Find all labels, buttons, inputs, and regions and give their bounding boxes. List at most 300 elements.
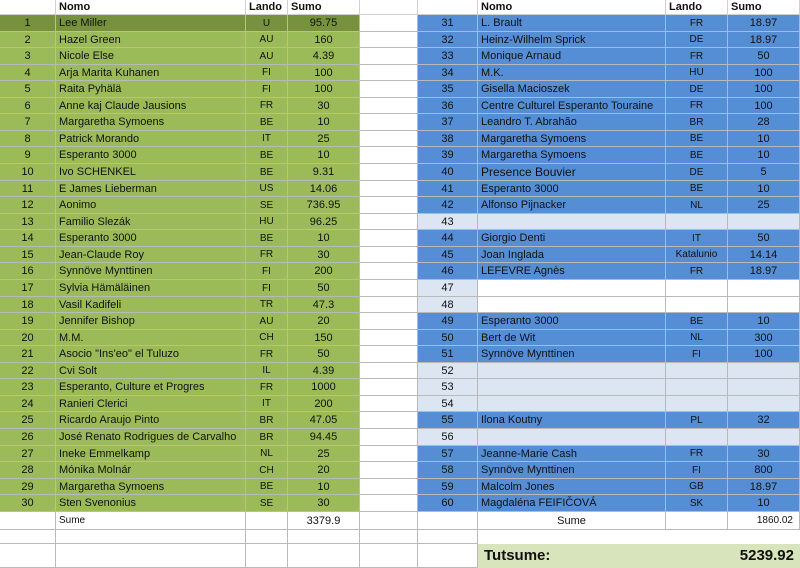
donor-country[interactable]: AU xyxy=(246,48,288,65)
spacer-cell[interactable] xyxy=(360,412,418,429)
row-number[interactable]: 35 xyxy=(418,81,478,98)
row-number[interactable]: 56 xyxy=(418,429,478,446)
donor-amount[interactable]: 32 xyxy=(728,412,800,429)
row-number[interactable]: 5 xyxy=(0,81,56,98)
row-number[interactable]: 3 xyxy=(0,48,56,65)
donor-name[interactable]: Patrick Morando xyxy=(56,131,246,147)
donor-amount[interactable]: 47.3 xyxy=(288,297,360,313)
donor-name[interactable]: Malcolm Jones xyxy=(478,479,666,495)
donor-name[interactable]: Heinz-Wilhelm Sprick xyxy=(478,32,666,48)
left-sum-value[interactable]: 3379.9 xyxy=(288,512,360,530)
row-number[interactable]: 38 xyxy=(418,131,478,147)
row-number[interactable]: 36 xyxy=(418,98,478,114)
donor-amount[interactable] xyxy=(728,396,800,412)
donor-name[interactable]: Ivo SCHENKEL xyxy=(56,164,246,181)
empty-row-cell[interactable] xyxy=(0,530,56,544)
grand-total-value[interactable]: 5239.92 xyxy=(728,544,800,568)
donor-name[interactable]: E James Lieberman xyxy=(56,181,246,197)
row-number[interactable]: 1 xyxy=(0,15,56,32)
right-header-name[interactable]: Nomo xyxy=(478,0,666,15)
donor-country[interactable]: FI xyxy=(666,462,728,479)
donor-country[interactable]: FI xyxy=(246,65,288,81)
donor-name[interactable]: Arja Marita Kuhanen xyxy=(56,65,246,81)
donor-amount[interactable]: 160 xyxy=(288,32,360,48)
row-number[interactable]: 48 xyxy=(418,297,478,313)
row-number[interactable]: 50 xyxy=(418,330,478,346)
donor-amount[interactable]: 25 xyxy=(288,131,360,147)
left-sum-blank[interactable] xyxy=(0,512,56,530)
donor-name[interactable]: Esperanto 3000 xyxy=(478,313,666,330)
row-number[interactable]: 12 xyxy=(0,197,56,214)
spacer-cell[interactable] xyxy=(360,32,418,48)
donor-name[interactable]: Hazel Green xyxy=(56,32,246,48)
row-number[interactable]: 11 xyxy=(0,181,56,197)
donor-name[interactable]: Esperanto 3000 xyxy=(56,147,246,164)
donor-name[interactable]: Anne kaj Claude Jausions xyxy=(56,98,246,114)
donor-name[interactable] xyxy=(478,396,666,412)
right-sum-value[interactable]: 1860.02 xyxy=(728,512,800,530)
donor-amount[interactable]: 47.05 xyxy=(288,412,360,429)
donor-amount[interactable]: 1000 xyxy=(288,379,360,396)
donor-name[interactable]: Lee Miller xyxy=(56,15,246,32)
empty-row-cell[interactable] xyxy=(288,544,360,568)
empty-row-cell[interactable] xyxy=(56,530,246,544)
donor-name[interactable]: Cvi Solt xyxy=(56,363,246,379)
donor-name[interactable]: Joan Inglada xyxy=(478,247,666,263)
row-number[interactable]: 59 xyxy=(418,479,478,495)
donor-name[interactable]: Mónika Molnár xyxy=(56,462,246,479)
donor-country[interactable] xyxy=(666,379,728,396)
donor-amount[interactable] xyxy=(728,280,800,297)
donor-country[interactable]: BR xyxy=(246,412,288,429)
donor-country[interactable]: BE xyxy=(246,230,288,247)
donor-country[interactable]: SE xyxy=(246,495,288,512)
donor-country[interactable]: AU xyxy=(246,32,288,48)
donor-amount[interactable]: 50 xyxy=(288,346,360,363)
donor-country[interactable] xyxy=(666,297,728,313)
donor-country[interactable]: U xyxy=(246,15,288,32)
spacer-sum[interactable] xyxy=(360,512,418,530)
donor-country[interactable] xyxy=(666,429,728,446)
donor-amount[interactable]: 25 xyxy=(288,446,360,462)
row-number[interactable]: 29 xyxy=(0,479,56,495)
donor-name[interactable]: Familio Slezák xyxy=(56,214,246,230)
row-number[interactable]: 34 xyxy=(418,65,478,81)
spacer-cell[interactable] xyxy=(360,495,418,512)
donor-amount[interactable]: 18.97 xyxy=(728,32,800,48)
donor-amount[interactable]: 10 xyxy=(728,131,800,147)
row-number[interactable]: 33 xyxy=(418,48,478,65)
left-header-name[interactable]: Nomo xyxy=(56,0,246,15)
donor-country[interactable] xyxy=(666,363,728,379)
spacer-cell[interactable] xyxy=(360,330,418,346)
spacer-cell[interactable] xyxy=(360,363,418,379)
donor-amount[interactable]: 200 xyxy=(288,396,360,412)
donor-name[interactable]: Margaretha Symoens xyxy=(56,479,246,495)
row-number[interactable]: 10 xyxy=(0,164,56,181)
donor-country[interactable]: DE xyxy=(666,81,728,98)
donor-name[interactable]: Raita Pyhälä xyxy=(56,81,246,98)
donor-country[interactable]: BE xyxy=(246,164,288,181)
spacer-cell[interactable] xyxy=(360,164,418,181)
donor-name[interactable]: LEFEVRE Agnès xyxy=(478,263,666,280)
donor-country[interactable] xyxy=(666,280,728,297)
empty-row-cell[interactable] xyxy=(360,544,418,568)
row-number[interactable]: 39 xyxy=(418,147,478,164)
donor-amount[interactable]: 30 xyxy=(728,446,800,462)
row-number[interactable]: 37 xyxy=(418,114,478,131)
donor-country[interactable]: FI xyxy=(246,280,288,297)
donor-name[interactable] xyxy=(478,379,666,396)
donor-amount[interactable]: 4.39 xyxy=(288,48,360,65)
empty-row-cell[interactable] xyxy=(360,530,418,544)
donor-amount[interactable]: 30 xyxy=(288,247,360,263)
donor-amount[interactable] xyxy=(728,297,800,313)
donor-name[interactable]: Jennifer Bishop xyxy=(56,313,246,330)
donor-amount[interactable]: 100 xyxy=(728,81,800,98)
row-number[interactable]: 6 xyxy=(0,98,56,114)
row-number[interactable]: 32 xyxy=(418,32,478,48)
donor-amount[interactable]: 50 xyxy=(288,280,360,297)
row-number[interactable]: 20 xyxy=(0,330,56,346)
donor-country[interactable]: BE xyxy=(666,131,728,147)
donor-name[interactable]: Gisella Macioszek xyxy=(478,81,666,98)
left-sum-label[interactable]: Sume xyxy=(56,512,246,530)
donor-amount[interactable]: 200 xyxy=(288,263,360,280)
row-number[interactable]: 58 xyxy=(418,462,478,479)
donor-country[interactable]: IL xyxy=(246,363,288,379)
donor-amount[interactable]: 10 xyxy=(728,495,800,512)
row-number[interactable]: 41 xyxy=(418,181,478,197)
donor-country[interactable]: PL xyxy=(666,412,728,429)
donor-amount[interactable]: 18.97 xyxy=(728,15,800,32)
left-header-blank[interactable] xyxy=(0,0,56,15)
donor-name[interactable]: Bert de Wit xyxy=(478,330,666,346)
row-number[interactable]: 15 xyxy=(0,247,56,263)
donor-amount[interactable]: 30 xyxy=(288,495,360,512)
donor-country[interactable]: FR xyxy=(666,15,728,32)
donor-name[interactable]: L. Brault xyxy=(478,15,666,32)
donor-name[interactable]: M.K. xyxy=(478,65,666,81)
spacer-cell[interactable] xyxy=(360,462,418,479)
spacer-cell[interactable] xyxy=(360,48,418,65)
donor-amount[interactable]: 28 xyxy=(728,114,800,131)
donor-country[interactable]: BE xyxy=(246,479,288,495)
donor-amount[interactable]: 50 xyxy=(728,230,800,247)
row-number[interactable]: 27 xyxy=(0,446,56,462)
spacer-cell[interactable] xyxy=(360,15,418,32)
donor-name[interactable]: Jeanne-Marie Cash xyxy=(478,446,666,462)
left-header-country[interactable]: Lando xyxy=(246,0,288,15)
spacer-cell[interactable] xyxy=(360,247,418,263)
row-number[interactable]: 25 xyxy=(0,412,56,429)
donor-country[interactable]: FR xyxy=(666,446,728,462)
spacer-cell[interactable] xyxy=(360,297,418,313)
donor-country[interactable]: BE xyxy=(666,147,728,164)
donor-amount[interactable]: 800 xyxy=(728,462,800,479)
row-number[interactable]: 51 xyxy=(418,346,478,363)
donor-country[interactable]: FI xyxy=(666,346,728,363)
donor-country[interactable]: FR xyxy=(246,346,288,363)
donor-amount[interactable]: 20 xyxy=(288,313,360,330)
donor-country[interactable]: IT xyxy=(666,230,728,247)
right-header-blank[interactable] xyxy=(418,0,478,15)
donor-amount[interactable]: 20 xyxy=(288,462,360,479)
row-number[interactable]: 31 xyxy=(418,15,478,32)
donor-name[interactable]: Sten Svenonius xyxy=(56,495,246,512)
donor-amount[interactable]: 9.31 xyxy=(288,164,360,181)
donor-name[interactable]: Jean-Claude Roy xyxy=(56,247,246,263)
row-number[interactable]: 44 xyxy=(418,230,478,247)
row-number[interactable]: 53 xyxy=(418,379,478,396)
row-number[interactable]: 9 xyxy=(0,147,56,164)
donor-amount[interactable]: 10 xyxy=(288,479,360,495)
donor-amount[interactable]: 96.25 xyxy=(288,214,360,230)
donor-name[interactable]: Monique Arnaud xyxy=(478,48,666,65)
right-sum-label[interactable]: Sume xyxy=(478,512,666,530)
donor-amount[interactable]: 100 xyxy=(728,65,800,81)
donor-name[interactable]: Magdaléna FEIFIČOVÁ xyxy=(478,495,666,512)
donor-amount[interactable] xyxy=(728,379,800,396)
donor-amount[interactable]: 25 xyxy=(728,197,800,214)
donor-name[interactable]: Synnöve Mynttinen xyxy=(56,263,246,280)
left-sum-country-blank[interactable] xyxy=(246,512,288,530)
spacer-cell[interactable] xyxy=(360,446,418,462)
donor-country[interactable]: Katalunio xyxy=(666,247,728,263)
donor-amount[interactable] xyxy=(728,363,800,379)
donor-amount[interactable]: 10 xyxy=(288,230,360,247)
row-number[interactable]: 57 xyxy=(418,446,478,462)
donor-country[interactable]: DE xyxy=(666,32,728,48)
donor-amount[interactable] xyxy=(728,429,800,446)
row-number[interactable]: 13 xyxy=(0,214,56,230)
row-number[interactable]: 55 xyxy=(418,412,478,429)
row-number[interactable]: 23 xyxy=(0,379,56,396)
row-number[interactable]: 46 xyxy=(418,263,478,280)
spacer-cell[interactable] xyxy=(360,313,418,330)
row-number[interactable]: 42 xyxy=(418,197,478,214)
donor-amount[interactable]: 18.97 xyxy=(728,479,800,495)
spacer-cell[interactable] xyxy=(360,429,418,446)
donor-country[interactable]: FR xyxy=(666,48,728,65)
row-number[interactable]: 7 xyxy=(0,114,56,131)
empty-row-cell[interactable] xyxy=(56,544,246,568)
row-number[interactable]: 4 xyxy=(0,65,56,81)
row-number[interactable]: 40 xyxy=(418,164,478,181)
donor-amount[interactable]: 30 xyxy=(288,98,360,114)
spacer-header[interactable] xyxy=(360,0,418,15)
row-number[interactable]: 52 xyxy=(418,363,478,379)
right-header-amount[interactable]: Sumo xyxy=(728,0,800,15)
donor-amount[interactable]: 14.14 xyxy=(728,247,800,263)
spacer-cell[interactable] xyxy=(360,131,418,147)
donor-name[interactable]: Esperanto, Culture et Progres xyxy=(56,379,246,396)
donor-country[interactable]: AU xyxy=(246,313,288,330)
donor-name[interactable]: Asocio "Ins'eo" el Tuluzo xyxy=(56,346,246,363)
donor-country[interactable]: BR xyxy=(666,114,728,131)
donor-country[interactable]: US xyxy=(246,181,288,197)
donor-country[interactable]: BE xyxy=(246,147,288,164)
donor-amount[interactable]: 95.75 xyxy=(288,15,360,32)
spacer-cell[interactable] xyxy=(360,197,418,214)
donor-amount[interactable]: 736.95 xyxy=(288,197,360,214)
spacer-cell[interactable] xyxy=(360,230,418,247)
donor-amount[interactable]: 100 xyxy=(728,98,800,114)
donor-country[interactable]: BE xyxy=(246,114,288,131)
donor-country[interactable]: FR xyxy=(666,263,728,280)
donor-amount[interactable]: 5 xyxy=(728,164,800,181)
donor-name[interactable]: Presence Bouvier xyxy=(478,164,666,181)
donor-amount[interactable]: 14.06 xyxy=(288,181,360,197)
donor-name[interactable] xyxy=(478,280,666,297)
donor-name[interactable]: Synnöve Mynttinen xyxy=(478,346,666,363)
row-number[interactable]: 19 xyxy=(0,313,56,330)
donor-country[interactable]: IT xyxy=(246,131,288,147)
donor-country[interactable]: IT xyxy=(246,396,288,412)
donor-country[interactable]: FR xyxy=(666,98,728,114)
donor-country[interactable]: SE xyxy=(246,197,288,214)
row-number[interactable]: 49 xyxy=(418,313,478,330)
donor-name[interactable]: Ricardo Araujo Pinto xyxy=(56,412,246,429)
row-number[interactable]: 18 xyxy=(0,297,56,313)
donor-amount[interactable]: 10 xyxy=(728,313,800,330)
donor-country[interactable]: FR xyxy=(246,247,288,263)
spacer-cell[interactable] xyxy=(360,280,418,297)
donor-amount[interactable]: 150 xyxy=(288,330,360,346)
spacer-cell[interactable] xyxy=(360,181,418,197)
donor-country[interactable]: TR xyxy=(246,297,288,313)
donor-country[interactable]: NL xyxy=(666,330,728,346)
row-number[interactable]: 30 xyxy=(0,495,56,512)
donor-amount[interactable]: 10 xyxy=(728,147,800,164)
empty-row-cell[interactable] xyxy=(0,544,56,568)
row-number[interactable]: 8 xyxy=(0,131,56,147)
donor-amount[interactable]: 100 xyxy=(728,346,800,363)
donor-amount[interactable]: 4.39 xyxy=(288,363,360,379)
donor-country[interactable]: CH xyxy=(246,330,288,346)
row-number[interactable]: 60 xyxy=(418,495,478,512)
donor-name[interactable]: Ineke Emmelkamp xyxy=(56,446,246,462)
spacer-cell[interactable] xyxy=(360,65,418,81)
spacer-cell[interactable] xyxy=(360,81,418,98)
donor-country[interactable]: DE xyxy=(666,164,728,181)
row-number[interactable]: 43 xyxy=(418,214,478,230)
donor-name[interactable]: Aonimo xyxy=(56,197,246,214)
donor-country[interactable]: GB xyxy=(666,479,728,495)
spacer-cell[interactable] xyxy=(360,114,418,131)
donor-country[interactable]: FR xyxy=(246,379,288,396)
spacer-cell[interactable] xyxy=(360,379,418,396)
donor-name[interactable]: M.M. xyxy=(56,330,246,346)
donor-name[interactable]: Synnöve Mynttinen xyxy=(478,462,666,479)
row-number[interactable]: 16 xyxy=(0,263,56,280)
row-number[interactable]: 26 xyxy=(0,429,56,446)
donor-name[interactable]: Margaretha Symoens xyxy=(478,147,666,164)
row-number[interactable]: 24 xyxy=(0,396,56,412)
spacer-cell[interactable] xyxy=(360,263,418,280)
row-number[interactable]: 2 xyxy=(0,32,56,48)
donor-amount[interactable]: 50 xyxy=(728,48,800,65)
right-sum-country-blank[interactable] xyxy=(666,512,728,530)
donor-country[interactable]: BR xyxy=(246,429,288,446)
donor-name[interactable]: Ilona Koutny xyxy=(478,412,666,429)
donor-name[interactable]: Sylvia Hämäläinen xyxy=(56,280,246,297)
donor-country[interactable] xyxy=(666,214,728,230)
left-header-amount[interactable]: Sumo xyxy=(288,0,360,15)
donor-name[interactable]: Esperanto 3000 xyxy=(478,181,666,197)
donor-country[interactable]: BE xyxy=(666,181,728,197)
donor-name[interactable]: Nicole Else xyxy=(56,48,246,65)
donor-country[interactable]: NL xyxy=(246,446,288,462)
empty-row-cell[interactable] xyxy=(288,530,360,544)
empty-row-cell[interactable] xyxy=(418,530,478,544)
row-number[interactable]: 21 xyxy=(0,346,56,363)
donor-name[interactable]: Margaretha Symoens xyxy=(56,114,246,131)
donor-country[interactable]: SK xyxy=(666,495,728,512)
donor-country[interactable]: HU xyxy=(666,65,728,81)
row-number[interactable]: 47 xyxy=(418,280,478,297)
donor-amount[interactable]: 100 xyxy=(288,65,360,81)
row-number[interactable]: 14 xyxy=(0,230,56,247)
empty-row-cell[interactable] xyxy=(246,530,288,544)
spacer-cell[interactable] xyxy=(360,147,418,164)
donor-country[interactable]: NL xyxy=(666,197,728,214)
donor-name[interactable] xyxy=(478,214,666,230)
empty-row-cell[interactable] xyxy=(418,544,478,568)
donor-name[interactable]: Centre Culturel Esperanto Touraine xyxy=(478,98,666,114)
donor-name[interactable]: Ranieri Clerici xyxy=(56,396,246,412)
donor-name[interactable]: Giorgio Denti xyxy=(478,230,666,247)
right-header-country[interactable]: Lando xyxy=(666,0,728,15)
donor-name[interactable]: Esperanto 3000 xyxy=(56,230,246,247)
donor-name[interactable] xyxy=(478,429,666,446)
spacer-cell[interactable] xyxy=(360,98,418,114)
donor-amount[interactable] xyxy=(728,214,800,230)
spacer-cell[interactable] xyxy=(360,396,418,412)
donor-name[interactable]: José Renato Rodrigues de Carvalho xyxy=(56,429,246,446)
donor-country[interactable]: FR xyxy=(246,98,288,114)
donor-country[interactable]: BE xyxy=(666,313,728,330)
spacer-cell[interactable] xyxy=(360,479,418,495)
donor-name[interactable] xyxy=(478,363,666,379)
donor-country[interactable] xyxy=(666,396,728,412)
spacer-cell[interactable] xyxy=(360,214,418,230)
row-number[interactable]: 54 xyxy=(418,396,478,412)
donor-country[interactable]: FI xyxy=(246,263,288,280)
donor-amount[interactable]: 10 xyxy=(288,147,360,164)
donor-name[interactable]: Margaretha Symoens xyxy=(478,131,666,147)
donor-country[interactable]: HU xyxy=(246,214,288,230)
empty-row-cell[interactable] xyxy=(246,544,288,568)
row-number[interactable]: 22 xyxy=(0,363,56,379)
donor-amount[interactable]: 300 xyxy=(728,330,800,346)
donor-amount[interactable]: 18.97 xyxy=(728,263,800,280)
donor-country[interactable]: FI xyxy=(246,81,288,98)
donor-name[interactable]: Vasil Kadifeli xyxy=(56,297,246,313)
row-number[interactable]: 45 xyxy=(418,247,478,263)
row-number[interactable]: 17 xyxy=(0,280,56,297)
donor-name[interactable] xyxy=(478,297,666,313)
donor-amount[interactable]: 10 xyxy=(288,114,360,131)
spacer-cell[interactable] xyxy=(360,346,418,363)
donor-amount[interactable]: 10 xyxy=(728,181,800,197)
grand-total-label[interactable]: Tutsume: xyxy=(478,544,666,568)
donor-name[interactable]: Alfonso Pijnacker xyxy=(478,197,666,214)
row-number[interactable]: 28 xyxy=(0,462,56,479)
donor-name[interactable]: Leandro T. Abrahão xyxy=(478,114,666,131)
donor-country[interactable]: CH xyxy=(246,462,288,479)
donor-amount[interactable]: 100 xyxy=(288,81,360,98)
